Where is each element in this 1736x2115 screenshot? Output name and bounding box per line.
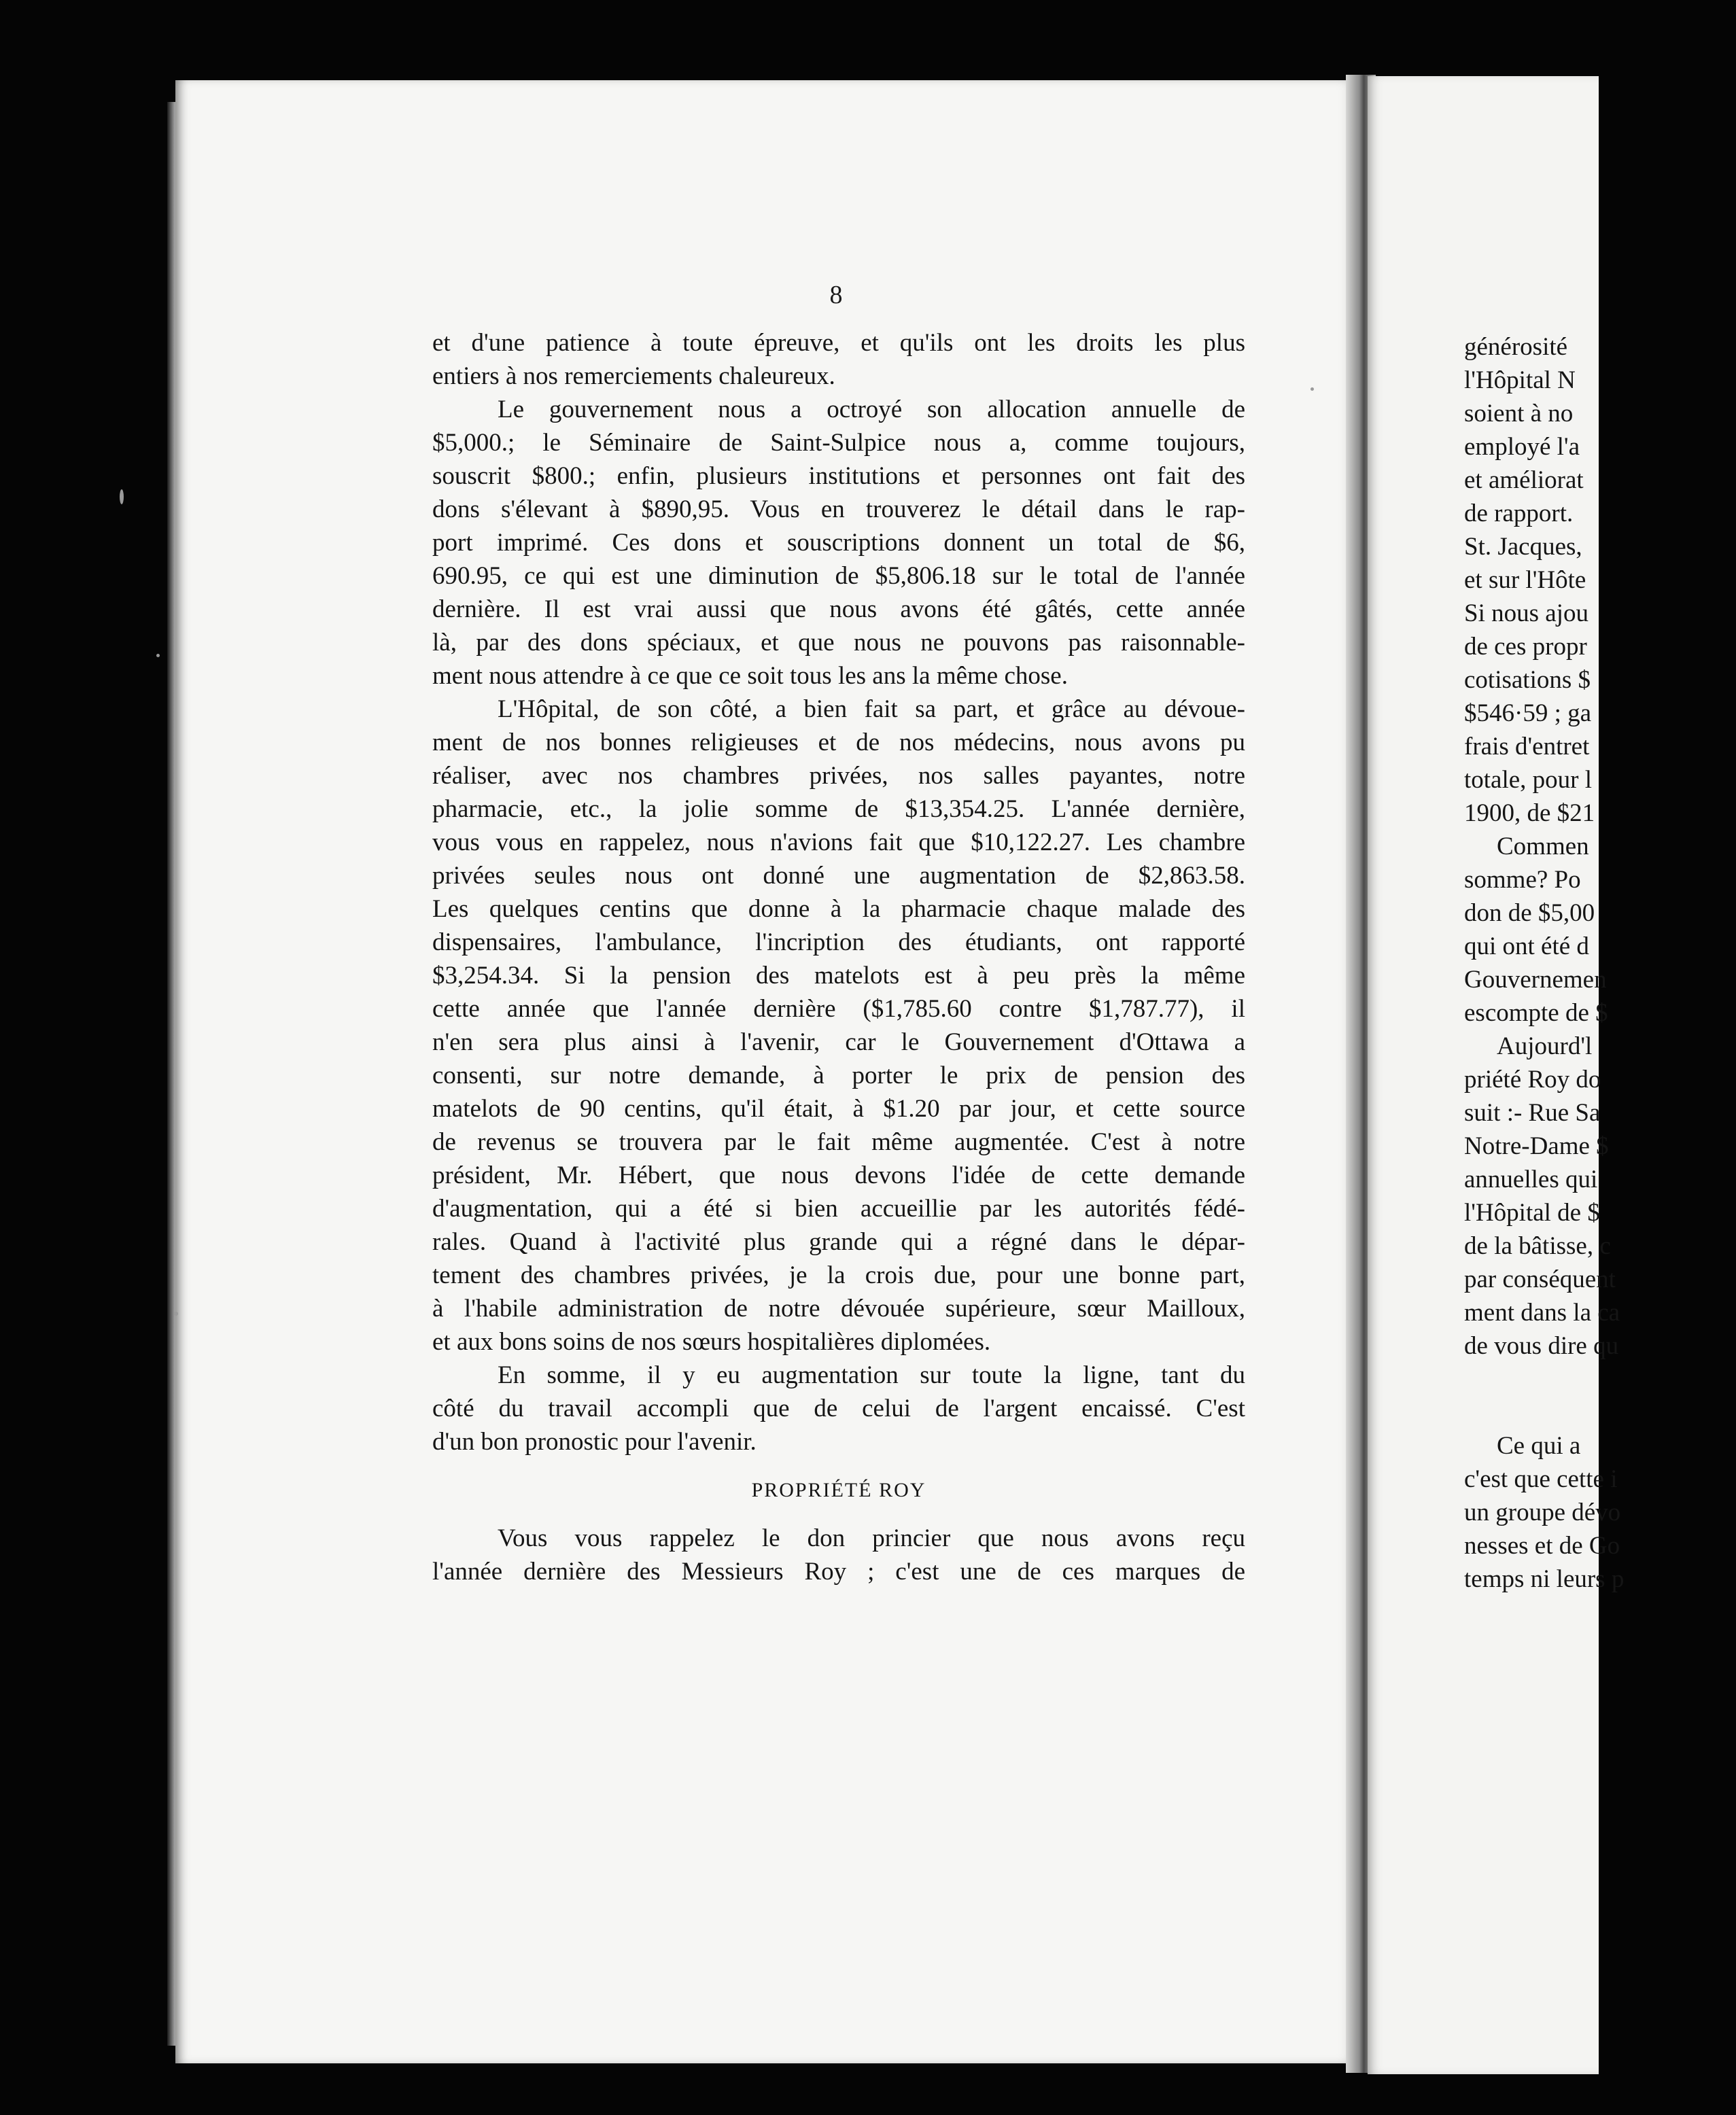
paragraph-3 xyxy=(432,693,1245,1359)
blank-space xyxy=(1464,1363,1736,1429)
text-line: dernière. Il est vrai aussi que nous avons été gâtés, cette année xyxy=(432,595,1245,623)
text-line: don de $5,00 xyxy=(1464,899,1595,927)
scan-speck xyxy=(1310,387,1314,391)
text-line: Aujourd'l xyxy=(1497,1032,1593,1060)
text-line: L'Hôpital, de son côté, a bien fait sa part, et grâce au dévoue- xyxy=(498,695,1245,723)
section-heading: PROPRIÉTÉ ROY xyxy=(751,1479,926,1501)
text-line: annuelles qui xyxy=(1464,1166,1598,1193)
text-line: soient à no xyxy=(1464,400,1574,427)
text-line: là, par des dons spéciaux, et que nous ne pouvons pas raisonnable- xyxy=(432,629,1245,657)
paragraph-1 xyxy=(432,326,1245,393)
text-line: vous vous en rappelez, nous n'avions fait que $10,122.27. Les chambre xyxy=(432,828,1245,856)
text-line: ment dans la ca xyxy=(1464,1299,1620,1327)
text-line: par conséquent xyxy=(1464,1265,1616,1293)
text-line: l'année dernière des Messieurs Roy ; c'est une de ces marques de xyxy=(432,1558,1245,1586)
text-line: port imprimé. Ces dons et souscriptions donnent un total de $6, xyxy=(432,529,1245,557)
text-line: rales. Quand à l'activité plus grande qui a régné dans le dépar- xyxy=(432,1228,1245,1256)
text-line: dispensaires, l'ambulance, l'incription des étudiants, ont rapporté xyxy=(432,928,1245,956)
text-line: $3,254.34. Si la pension des matelots est à peu près la même xyxy=(432,962,1245,990)
text-line: un groupe dévo xyxy=(1464,1499,1621,1526)
text-line: matelots de 90 centins, qu'il était, à $1.20 par jour, et cette source xyxy=(432,1095,1245,1123)
text-line: employé l'a xyxy=(1464,433,1580,461)
text-line: nesses et de Go xyxy=(1464,1532,1620,1560)
text-line: et améliorat xyxy=(1464,466,1584,494)
text-line: côté du travail accompli que de celui de l'argent encaissé. C'est xyxy=(432,1395,1245,1422)
text-line: entiers à nos remerciements chaleureux. xyxy=(432,362,835,390)
text-line: En somme, il y eu augmentation sur toute la ligne, tant du xyxy=(498,1361,1245,1389)
text-line: Notre-Dame $ xyxy=(1464,1132,1609,1160)
right-page-body xyxy=(1464,330,1736,1596)
text-line: priété Roy do xyxy=(1464,1066,1601,1094)
text-line: Vous vous rappelez le don princier que nous avons reçu xyxy=(498,1524,1245,1552)
text-line: Si nous ajou xyxy=(1464,599,1589,627)
text-line: à l'habile administration de notre dévouée supérieure, sœur Mailloux, xyxy=(432,1295,1245,1323)
text-line: cotisations $ xyxy=(1464,666,1591,694)
text-line: Commen xyxy=(1497,833,1589,860)
text-line: souscrit $800.; enfin, plusieurs institutions et personnes ont fait des xyxy=(432,462,1245,490)
paragraph-5 xyxy=(432,1522,1245,1588)
text-line: totale, pour l xyxy=(1464,766,1593,794)
page-number: 8 xyxy=(829,281,843,309)
text-line: de vous dire qu xyxy=(1464,1332,1619,1360)
text-line: générosité xyxy=(1464,333,1568,361)
text-line: réaliser, avec nos chambres privées, nos salles payantes, notre xyxy=(432,762,1245,790)
text-line: privées seules nous ont donné une augmentation de $2,863.58. xyxy=(432,862,1245,890)
text-line: escompte de $ xyxy=(1464,999,1608,1027)
text-line: Le gouvernement nous a octroyé son allocation annuelle de xyxy=(498,396,1245,423)
text-line: et sur l'Hôte xyxy=(1464,566,1586,594)
text-line: cette année que l'année dernière ($1,785.60 contre $1,787.77), il xyxy=(432,995,1245,1023)
text-line: d'un bon pronostic pour l'avenir. xyxy=(432,1428,757,1456)
text-line: 1900, de $21 xyxy=(1464,799,1595,827)
text-line: temps ni leurs p xyxy=(1464,1565,1625,1593)
text-line: Les quelques centins que donne à la pharmacie chaque malade des xyxy=(432,895,1245,923)
text-line: c'est que cette i xyxy=(1464,1465,1618,1493)
text-line: tement des chambres privées, je la crois due, pour une bonne part, xyxy=(432,1261,1245,1289)
text-line: $5,000.; le Séminaire de Saint-Sulpice nous a, comme toujours, xyxy=(432,429,1245,457)
text-line: frais d'entret xyxy=(1464,733,1590,761)
paragraph-4 xyxy=(432,1359,1245,1458)
text-line: Gouvernemen xyxy=(1464,966,1607,994)
scan-speck xyxy=(174,1312,178,1316)
text-line: ment de nos bonnes religieuses et de nos médecins, nous avons pu xyxy=(432,729,1245,756)
text-line: consenti, sur notre demande, à porter le prix de pension des xyxy=(432,1062,1245,1089)
text-line: ment nous attendre à ce que ce soit tous les ans la même chose. xyxy=(432,662,1068,690)
text-line: somme? Po xyxy=(1464,866,1581,894)
left-page-body xyxy=(432,326,1245,1588)
paragraph-2 xyxy=(432,393,1245,693)
text-line: de revenus se trouvera par le fait même augmentée. C'est à notre xyxy=(432,1128,1245,1156)
text-line: et aux bons soins de nos sœurs hospitalières diplomées. xyxy=(432,1328,991,1356)
text-line: suit :- Rue Sa xyxy=(1464,1099,1601,1127)
scan-speck xyxy=(120,489,124,504)
text-line: et d'une patience à toute épreuve, et qu'ils ont les droits les plus xyxy=(432,329,1245,357)
text-line: n'en sera plus ainsi à l'avenir, car le Gouvernement d'Ottawa a xyxy=(432,1028,1245,1056)
text-line: St. Jacques, xyxy=(1464,533,1582,561)
text-line: $546·59 ; ga xyxy=(1464,699,1592,727)
text-line: qui ont été d xyxy=(1464,932,1589,960)
text-line: l'Hôpital de $ xyxy=(1464,1199,1600,1227)
scan-speck xyxy=(156,654,160,657)
text-line: de la bâtisse, c xyxy=(1464,1232,1611,1260)
text-line: pharmacie, etc., la jolie somme de $13,354.25. L'année dernière, xyxy=(432,795,1245,823)
text-line: d'augmentation, qui a été si bien accueillie par les autorités fédé- xyxy=(432,1195,1245,1223)
text-line: 690.95, ce qui est une diminution de $5,806.18 sur le total de l'année xyxy=(432,562,1245,590)
text-line: l'Hôpital N xyxy=(1464,366,1576,394)
text-line: dons s'élevant à $890,95. Vous en trouverez le détail dans le rap- xyxy=(432,495,1245,523)
text-line: de ces propr xyxy=(1464,633,1587,661)
text-line: Ce qui a xyxy=(1497,1432,1581,1460)
text-line: président, Mr. Hébert, que nous devons l'idée de cette demande xyxy=(432,1161,1245,1189)
text-line: de rapport. xyxy=(1464,500,1574,527)
